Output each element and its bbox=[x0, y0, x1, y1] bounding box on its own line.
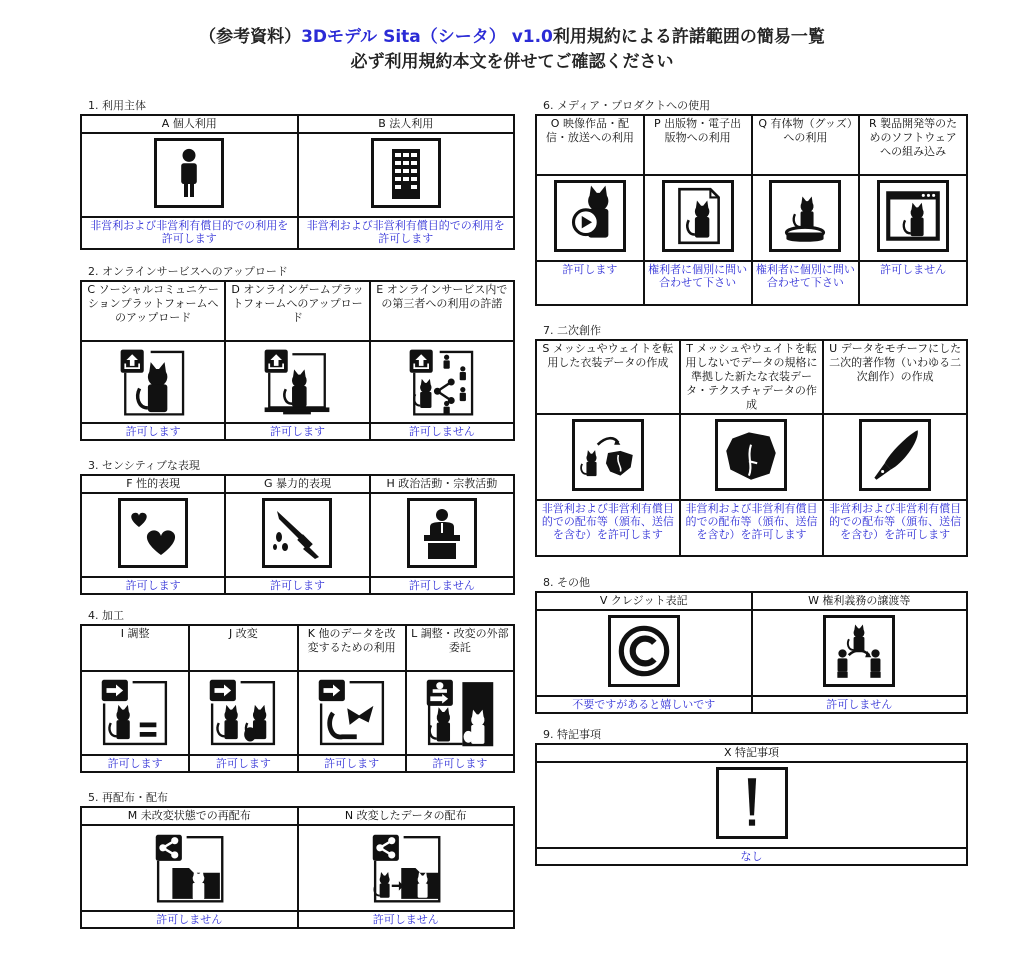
result-N: 許可しません bbox=[298, 911, 515, 928]
result-F: 許可します bbox=[81, 577, 225, 594]
license-table bbox=[80, 806, 515, 929]
reuse-parts-icon bbox=[314, 675, 390, 751]
header-cell-C: C ソーシャルコミュニケーションプラットフォームへのアップロード bbox=[81, 281, 225, 341]
result-V: 不要ですがあると嬉しいです bbox=[536, 696, 752, 713]
adjust-equal-icon bbox=[97, 675, 173, 751]
costume-icon bbox=[715, 419, 787, 491]
result-S: 非営利および非営利有償目的での配布等（頒布、送信を含む）を許可します bbox=[536, 500, 680, 556]
header-cell-H: H 政治活動・宗教活動 bbox=[370, 475, 514, 493]
section-special-notes bbox=[535, 727, 968, 866]
section-label: 5. 再配布・配布 bbox=[88, 791, 168, 804]
section-other bbox=[535, 575, 968, 714]
result-D: 許可します bbox=[225, 423, 369, 440]
share-modified-icon bbox=[368, 830, 444, 906]
outsource-icon bbox=[422, 675, 498, 751]
speaker-podium-icon bbox=[407, 498, 477, 568]
page-title bbox=[0, 22, 1024, 47]
header-cell-M: M 未改変状態での再配布 bbox=[81, 807, 298, 825]
section-derivative-works bbox=[535, 323, 968, 557]
pen-nib-icon bbox=[859, 419, 931, 491]
section-label: 6. メディア・プロダクトへの使用 bbox=[543, 99, 711, 112]
header-cell-R: R 製品開発等のためのソフトウェアへの組み込み bbox=[859, 115, 967, 175]
section-label: 3. センシティブな表現 bbox=[88, 459, 200, 472]
header-cell-K: K 他のデータを改変するための利用 bbox=[298, 625, 406, 671]
costume-transfer-icon bbox=[572, 419, 644, 491]
license-table bbox=[80, 114, 515, 250]
result-R: 許可しません bbox=[859, 261, 967, 305]
modify-icon bbox=[205, 675, 281, 751]
license-table bbox=[535, 339, 968, 557]
title-suffix: 利用規約による許諾範囲の簡易一覧 bbox=[552, 27, 825, 47]
header-cell-X: X 特記事項 bbox=[536, 744, 967, 762]
page-subtitle: 必ず利用規約本文を併せてご確認ください bbox=[350, 52, 674, 72]
header-cell-A: A 個人利用 bbox=[81, 115, 298, 133]
upload-sns-icon bbox=[116, 345, 190, 419]
section-label: 4. 加工 bbox=[88, 609, 124, 622]
license-table bbox=[80, 280, 515, 441]
knife-icon bbox=[262, 498, 332, 568]
result-P: 権利者に個別に問い合わせて下さい bbox=[644, 261, 752, 305]
license-table bbox=[535, 114, 968, 306]
license-table bbox=[80, 474, 515, 595]
header-cell-S: S メッシュやウェイトを転用した衣装データの作成 bbox=[536, 340, 680, 414]
result-T: 非営利および非営利有償目的での配布等（頒布、送信を含む）を許可します bbox=[680, 500, 824, 556]
header-cell-I: I 調整 bbox=[81, 625, 189, 671]
section-label: 1. 利用主体 bbox=[88, 99, 146, 112]
section-online-upload bbox=[80, 264, 515, 441]
header-cell-B: B 法人利用 bbox=[298, 115, 515, 133]
title-model-name: 3Dモデル Sita（シータ） v1.0 bbox=[301, 27, 553, 47]
result-Q: 権利者に個別に問い合わせて下さい bbox=[752, 261, 860, 305]
software-window-icon bbox=[877, 180, 949, 252]
result-H: 許可しません bbox=[370, 577, 514, 594]
figure-goods-icon bbox=[769, 180, 841, 252]
person-icon bbox=[154, 138, 224, 208]
section-processing bbox=[80, 608, 515, 773]
header-cell-T: T メッシュやウェイトを転用しないでデータの規格に準拠した新たな衣装データ・テクスチャデータの作成 bbox=[680, 340, 824, 414]
result-M: 許可しません bbox=[81, 911, 298, 928]
header-cell-G: G 暴力的表現 bbox=[225, 475, 369, 493]
section-label: 7. 二次創作 bbox=[543, 324, 601, 337]
share-folder-icon bbox=[151, 830, 227, 906]
header-cell-P: P 出版物・電子出版物への利用 bbox=[644, 115, 752, 175]
upload-game-icon bbox=[260, 345, 334, 419]
result-X: なし bbox=[536, 848, 967, 865]
video-play-icon bbox=[554, 180, 626, 252]
result-O: 許可します bbox=[536, 261, 644, 305]
result-U: 非営利および非営利有償目的での配布等（頒布、送信を含む）を許可します bbox=[823, 500, 967, 556]
office-building-icon bbox=[371, 138, 441, 208]
header-cell-Q: Q 有体物（グッズ）への利用 bbox=[752, 115, 860, 175]
copyright-icon bbox=[608, 615, 680, 687]
hearts-icon bbox=[118, 498, 188, 568]
header-cell-F: F 性的表現 bbox=[81, 475, 225, 493]
upload-share-third-party-icon bbox=[405, 345, 479, 419]
section-label: 8. その他 bbox=[543, 576, 590, 589]
header-cell-J: J 改変 bbox=[189, 625, 297, 671]
publication-icon bbox=[662, 180, 734, 252]
section-redistribution bbox=[80, 790, 515, 929]
header-cell-V: V クレジット表記 bbox=[536, 592, 752, 610]
header-cell-E: E オンラインサービス内での第三者への利用の許諾 bbox=[370, 281, 514, 341]
header-cell-L: L 調整・改変の外部委託 bbox=[406, 625, 514, 671]
license-table bbox=[535, 591, 968, 714]
result-W: 許可しません bbox=[752, 696, 968, 713]
result-L: 許可します bbox=[406, 755, 514, 772]
result-J: 許可します bbox=[189, 755, 297, 772]
transfer-rights-icon bbox=[823, 615, 895, 687]
section-media-products bbox=[535, 98, 968, 306]
license-table bbox=[80, 624, 515, 773]
section-usage-subject bbox=[80, 98, 515, 250]
section-label: 9. 特記事項 bbox=[543, 728, 601, 741]
exclamation-icon bbox=[716, 767, 788, 839]
license-table bbox=[535, 743, 968, 866]
result-I: 許可します bbox=[81, 755, 189, 772]
result-A: 非営利および非営利有償目的での利用を許可します bbox=[81, 217, 298, 249]
header-cell-U: U データをモチーフにした二次的著作物（いわゆる二次創作）の作成 bbox=[823, 340, 967, 414]
result-K: 許可します bbox=[298, 755, 406, 772]
result-G: 許可します bbox=[225, 577, 369, 594]
result-B: 非営利および非営利有償目的での利用を許可します bbox=[298, 217, 515, 249]
result-C: 許可します bbox=[81, 423, 225, 440]
section-sensitive-expression bbox=[80, 458, 515, 595]
result-E: 許可しません bbox=[370, 423, 514, 440]
section-label: 2. オンラインサービスへのアップロード bbox=[88, 265, 288, 278]
header-cell-O: O 映像作品・配信・放送への利用 bbox=[536, 115, 644, 175]
title-prefix: （参考資料） bbox=[199, 27, 302, 47]
header-cell-D: D オンラインゲームプラットフォームへのアップロード bbox=[225, 281, 369, 341]
header-cell-W: W 権利義務の譲渡等 bbox=[752, 592, 968, 610]
header-cell-N: N 改変したデータの配布 bbox=[298, 807, 515, 825]
